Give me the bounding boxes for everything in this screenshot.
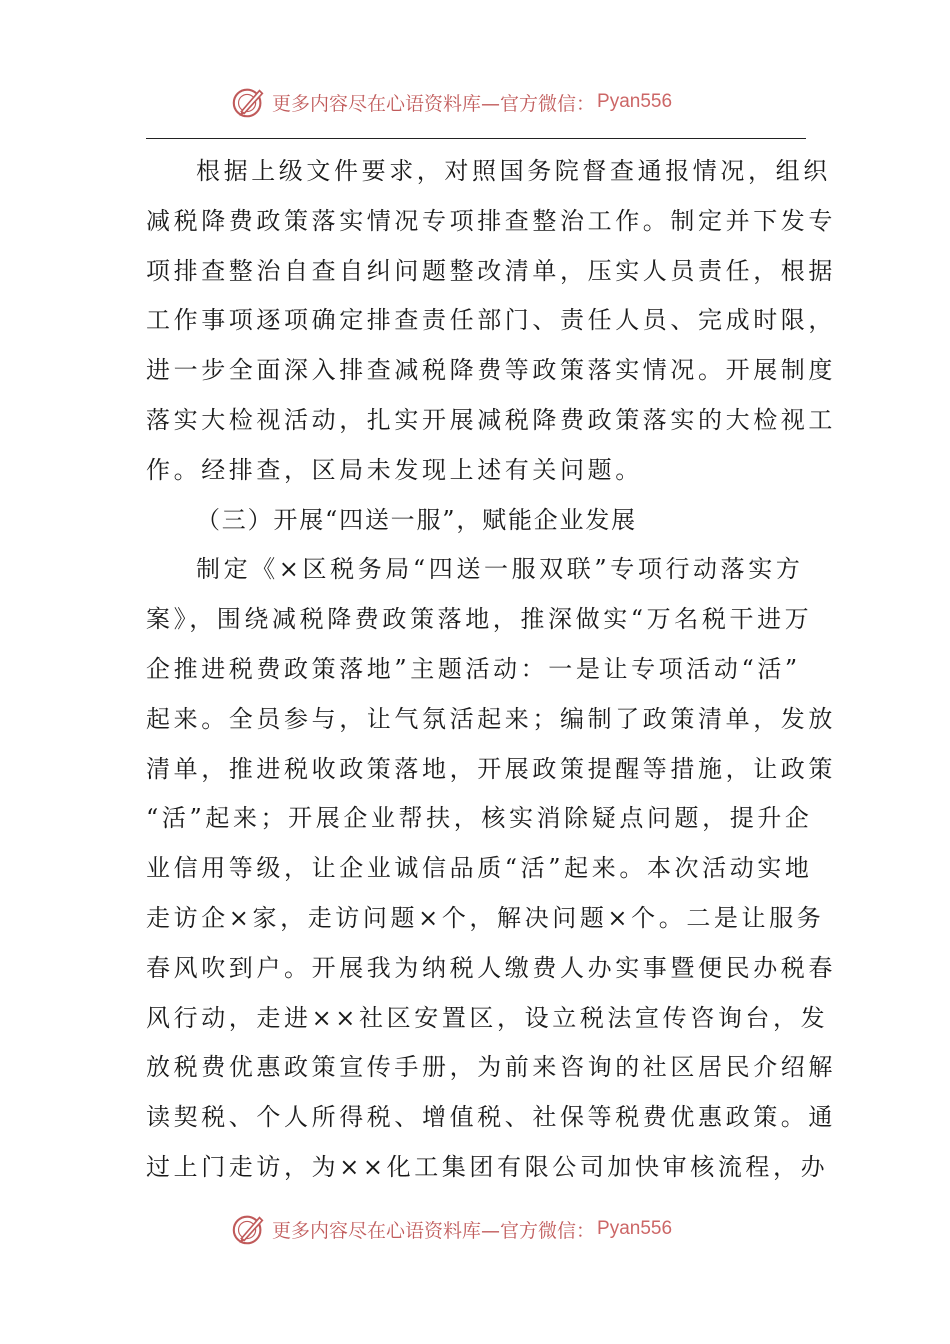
paragraph-line: 业信用等级，让企业诚信品质“活”起来。本次活动实地 [146,854,813,883]
paragraph-line: 项排查整治自查自纠问题整改清单，压实人员责任，根据 [146,256,836,285]
banner-text: 更多内容尽在心语资料库—官方微信： [272,92,596,115]
paragraph-line: 企推进税费政策落地”主题活动：一是让专项活动“活” [146,654,801,683]
paragraph-line: 案》，围绕减税降费政策落地，推深做实“万名税干进万 [146,605,813,634]
wechat-id: Pyan556 [597,91,673,112]
paragraph-line: 放税费优惠政策宣传手册，为前来咨询的社区居民介绍解 [146,1053,836,1082]
paragraph-line: 制定《×区税务局“四送一服双联”专项行动落实方 [196,555,804,584]
paragraph-line: 工作事项逐项确定排查责任部门、责任人员、完成时限， [146,306,836,335]
paragraph-line: 春风吹到户。开展我为纳税人缴费人办实事暨便民办税春 [146,953,836,982]
section-heading: （三）开展“四送一服”，赋能企业发展 [196,505,637,534]
paragraph-line: 过上门走访，为××化工集团有限公司加快审核流程，办 [146,1152,829,1181]
paragraph-line: 走访企×家，走访问题×个，解决问题×个。二是让服务 [146,903,825,932]
paragraph-line: 清单，推进税收政策落地，开展政策提醒等措施，让政策 [146,754,836,783]
banner-text: 更多内容尽在心语资料库—官方微信： [272,1219,596,1242]
paragraph-line: 落实大检视活动，扎实开展减税降费政策落实的大检视工 [146,405,836,434]
wechat-id: Pyan556 [597,1218,673,1239]
paragraph-line: 读契税、个人所得税、增值税、社保等税费优惠政策。通 [146,1103,836,1132]
pen-logo-icon [230,83,268,121]
header-banner [230,80,672,124]
paragraph-line: 风行动，走进××社区安置区，设立税法宣传咨询台，发 [146,1003,829,1032]
pen-logo-icon [230,1210,268,1248]
paragraph-line: 进一步全面深入排查减税降费等政策落实情况。开展制度 [146,356,836,385]
paragraph-line: 减税降费政策落实情况专项排查整治工作。制定并下发专 [146,206,836,235]
document-body [146,147,836,1193]
footer-banner [230,1207,672,1251]
paragraph-line: 根据上级文件要求，对照国务院督查通报情况，组织 [196,157,831,185]
paragraph-line: 作。经排查，区局未发现上述有关问题。 [146,455,643,484]
header-divider [146,138,806,139]
paragraph-line: “活”起来；开展企业帮扶，核实消除疑点问题，提升企 [146,804,813,833]
paragraph-line: 起来。全员参与，让气氛活起来；编制了政策清单，发放 [146,704,836,733]
